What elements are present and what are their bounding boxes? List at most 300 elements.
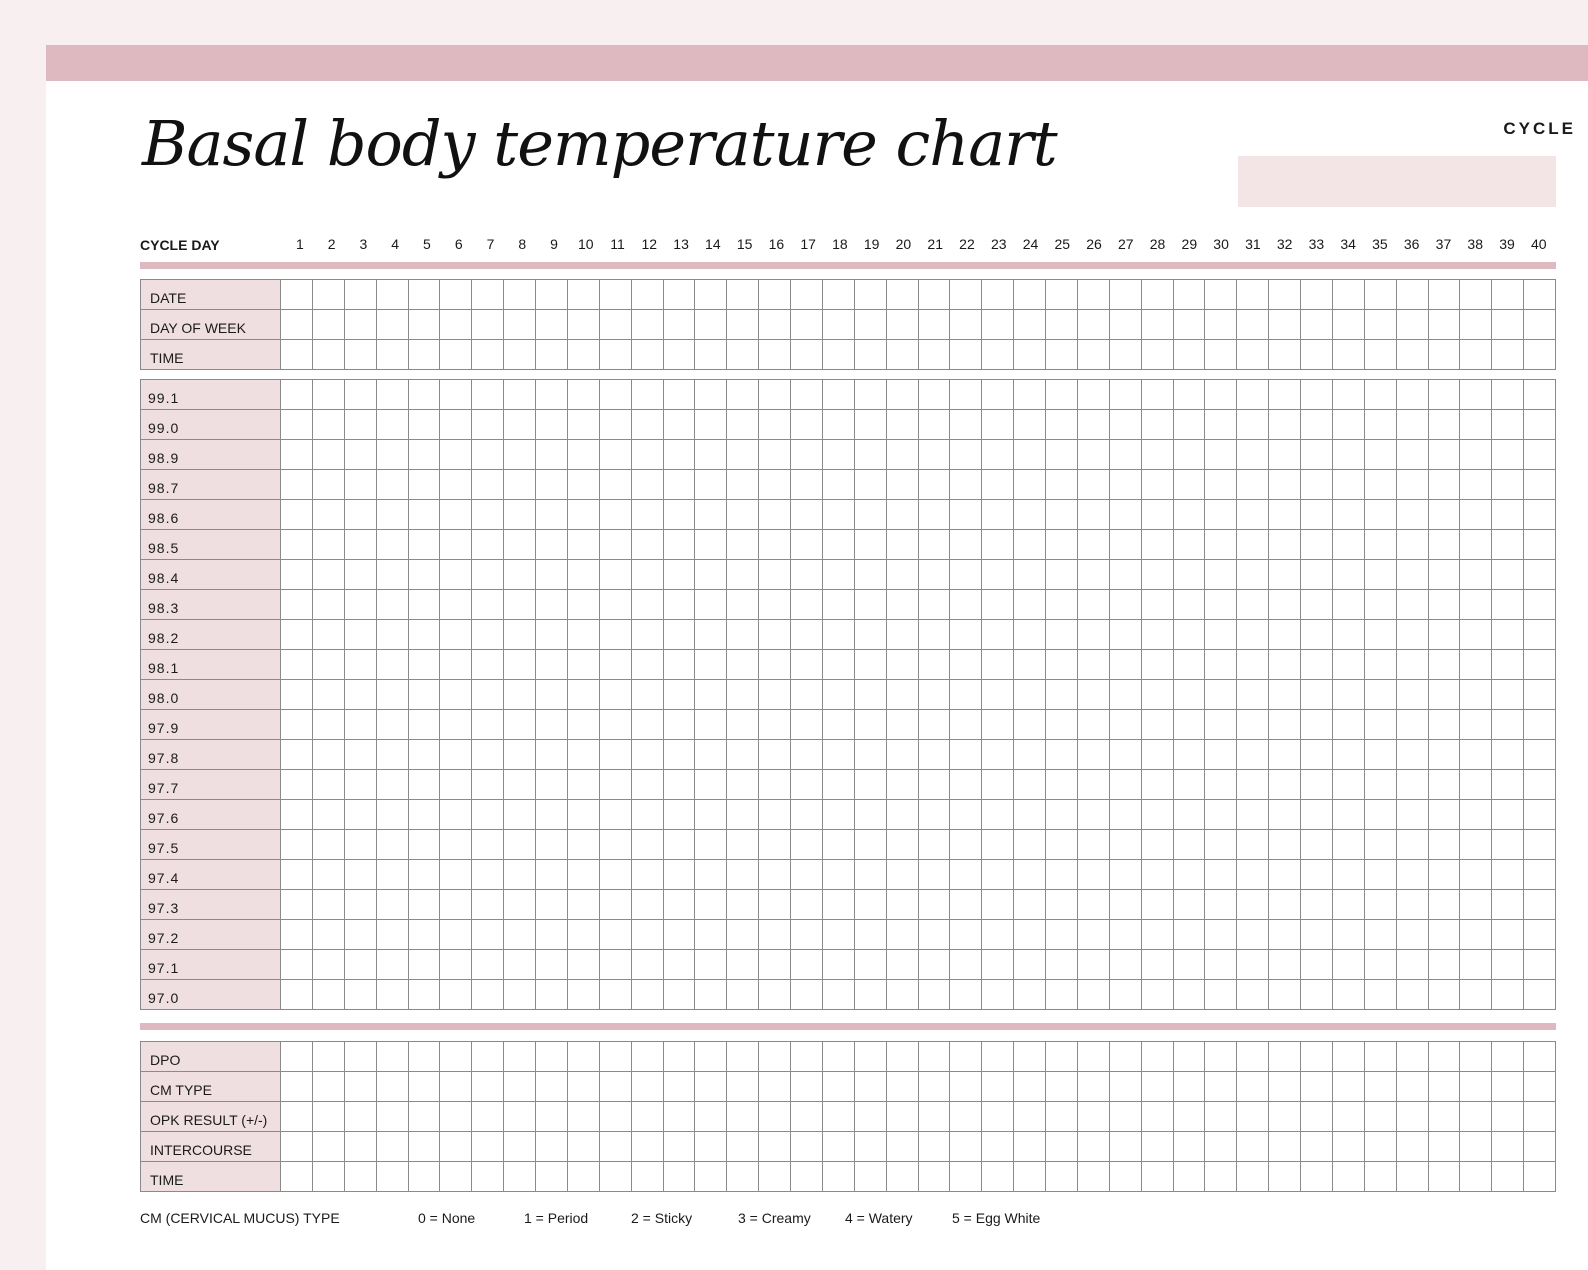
- grid-cell[interactable]: [1396, 440, 1428, 470]
- grid-cell[interactable]: [727, 1072, 759, 1102]
- grid-cell[interactable]: [1396, 1072, 1428, 1102]
- grid-cell[interactable]: [1046, 920, 1078, 950]
- grid-cell[interactable]: [822, 1132, 854, 1162]
- grid-cell[interactable]: [791, 470, 823, 500]
- grid-cell[interactable]: [918, 530, 950, 560]
- grid-cell[interactable]: [1269, 860, 1301, 890]
- grid-cell[interactable]: [759, 590, 791, 620]
- grid-cell[interactable]: [281, 1132, 313, 1162]
- grid-cell[interactable]: [1109, 680, 1141, 710]
- grid-cell[interactable]: [1492, 710, 1524, 740]
- grid-cell[interactable]: [1077, 920, 1109, 950]
- grid-cell[interactable]: [886, 440, 918, 470]
- grid-cell[interactable]: [472, 620, 504, 650]
- grid-cell[interactable]: [567, 980, 599, 1010]
- grid-cell[interactable]: [663, 950, 695, 980]
- grid-cell[interactable]: [504, 1132, 536, 1162]
- grid-cell[interactable]: [950, 710, 982, 740]
- grid-cell[interactable]: [695, 1042, 727, 1072]
- grid-cell[interactable]: [1492, 890, 1524, 920]
- grid-cell[interactable]: [695, 1162, 727, 1192]
- grid-cell[interactable]: [1364, 500, 1396, 530]
- grid-cell[interactable]: [727, 340, 759, 370]
- grid-cell[interactable]: [1014, 530, 1046, 560]
- grid-cell[interactable]: [854, 440, 886, 470]
- grid-cell[interactable]: [886, 470, 918, 500]
- grid-cell[interactable]: [1396, 1162, 1428, 1192]
- grid-cell[interactable]: [1173, 800, 1205, 830]
- grid-cell[interactable]: [472, 770, 504, 800]
- grid-cell[interactable]: [1460, 590, 1492, 620]
- grid-cell[interactable]: [376, 440, 408, 470]
- grid-cell[interactable]: [982, 310, 1014, 340]
- grid-cell[interactable]: [982, 530, 1014, 560]
- grid-cell[interactable]: [982, 1072, 1014, 1102]
- grid-cell[interactable]: [1364, 710, 1396, 740]
- grid-cell[interactable]: [822, 830, 854, 860]
- grid-cell[interactable]: [950, 740, 982, 770]
- grid-cell[interactable]: [1492, 440, 1524, 470]
- grid-cell[interactable]: [854, 740, 886, 770]
- grid-cell[interactable]: [1428, 1042, 1460, 1072]
- grid-cell[interactable]: [312, 340, 344, 370]
- grid-cell[interactable]: [504, 740, 536, 770]
- grid-cell[interactable]: [1396, 680, 1428, 710]
- grid-cell[interactable]: [1332, 1102, 1364, 1132]
- grid-cell[interactable]: [440, 830, 472, 860]
- grid-cell[interactable]: [1014, 650, 1046, 680]
- grid-cell[interactable]: [982, 1042, 1014, 1072]
- grid-cell[interactable]: [918, 920, 950, 950]
- grid-cell[interactable]: [1364, 1132, 1396, 1162]
- grid-cell[interactable]: [1077, 890, 1109, 920]
- grid-cell[interactable]: [599, 470, 631, 500]
- grid-cell[interactable]: [759, 440, 791, 470]
- grid-cell[interactable]: [854, 920, 886, 950]
- grid-cell[interactable]: [344, 740, 376, 770]
- grid-cell[interactable]: [504, 680, 536, 710]
- grid-cell[interactable]: [376, 470, 408, 500]
- grid-cell[interactable]: [1077, 770, 1109, 800]
- grid-cell[interactable]: [1109, 620, 1141, 650]
- grid-cell[interactable]: [1524, 280, 1556, 310]
- grid-cell[interactable]: [1269, 560, 1301, 590]
- grid-cell[interactable]: [567, 500, 599, 530]
- grid-cell[interactable]: [1205, 710, 1237, 740]
- grid-cell[interactable]: [695, 800, 727, 830]
- grid-cell[interactable]: [1524, 980, 1556, 1010]
- grid-cell[interactable]: [727, 500, 759, 530]
- grid-cell[interactable]: [886, 1162, 918, 1192]
- grid-cell[interactable]: [1428, 1162, 1460, 1192]
- grid-cell[interactable]: [1301, 1072, 1333, 1102]
- grid-cell[interactable]: [1109, 710, 1141, 740]
- grid-cell[interactable]: [440, 740, 472, 770]
- grid-cell[interactable]: [1301, 920, 1333, 950]
- grid-cell[interactable]: [1428, 920, 1460, 950]
- grid-cell[interactable]: [344, 710, 376, 740]
- grid-cell[interactable]: [344, 280, 376, 310]
- grid-cell[interactable]: [822, 560, 854, 590]
- grid-cell[interactable]: [1014, 500, 1046, 530]
- grid-cell[interactable]: [727, 890, 759, 920]
- grid-cell[interactable]: [1492, 1042, 1524, 1072]
- grid-cell[interactable]: [1077, 380, 1109, 410]
- grid-cell[interactable]: [1460, 1072, 1492, 1102]
- grid-cell[interactable]: [376, 410, 408, 440]
- grid-cell[interactable]: [1492, 590, 1524, 620]
- grid-cell[interactable]: [663, 650, 695, 680]
- grid-cell[interactable]: [1460, 440, 1492, 470]
- grid-cell[interactable]: [663, 590, 695, 620]
- grid-cell[interactable]: [1014, 310, 1046, 340]
- grid-cell[interactable]: [376, 680, 408, 710]
- grid-cell[interactable]: [440, 410, 472, 440]
- grid-cell[interactable]: [1046, 740, 1078, 770]
- grid-cell[interactable]: [1364, 560, 1396, 590]
- grid-cell[interactable]: [440, 1162, 472, 1192]
- grid-cell[interactable]: [1524, 770, 1556, 800]
- grid-cell[interactable]: [1077, 950, 1109, 980]
- grid-cell[interactable]: [663, 1162, 695, 1192]
- grid-cell[interactable]: [1173, 710, 1205, 740]
- grid-cell[interactable]: [631, 310, 663, 340]
- grid-cell[interactable]: [1301, 280, 1333, 310]
- grid-cell[interactable]: [408, 1132, 440, 1162]
- grid-cell[interactable]: [344, 680, 376, 710]
- grid-cell[interactable]: [1109, 280, 1141, 310]
- grid-cell[interactable]: [1046, 410, 1078, 440]
- grid-cell[interactable]: [504, 1072, 536, 1102]
- grid-cell[interactable]: [1141, 650, 1173, 680]
- grid-cell[interactable]: [1046, 530, 1078, 560]
- grid-cell[interactable]: [1109, 830, 1141, 860]
- grid-cell[interactable]: [1396, 340, 1428, 370]
- grid-cell[interactable]: [1205, 620, 1237, 650]
- grid-cell[interactable]: [1332, 1042, 1364, 1072]
- grid-cell[interactable]: [1332, 340, 1364, 370]
- grid-cell[interactable]: [1109, 1162, 1141, 1192]
- grid-cell[interactable]: [1492, 1132, 1524, 1162]
- grid-cell[interactable]: [312, 500, 344, 530]
- grid-cell[interactable]: [727, 1162, 759, 1192]
- grid-cell[interactable]: [1364, 530, 1396, 560]
- grid-cell[interactable]: [567, 650, 599, 680]
- grid-cell[interactable]: [567, 680, 599, 710]
- grid-cell[interactable]: [1141, 740, 1173, 770]
- grid-cell[interactable]: [536, 500, 568, 530]
- grid-cell[interactable]: [1141, 530, 1173, 560]
- grid-cell[interactable]: [982, 560, 1014, 590]
- grid-cell[interactable]: [822, 410, 854, 440]
- grid-cell[interactable]: [1396, 380, 1428, 410]
- grid-cell[interactable]: [1014, 560, 1046, 590]
- grid-cell[interactable]: [1428, 980, 1460, 1010]
- grid-cell[interactable]: [854, 410, 886, 440]
- grid-cell[interactable]: [1460, 410, 1492, 440]
- grid-cell[interactable]: [727, 560, 759, 590]
- grid-cell[interactable]: [918, 890, 950, 920]
- grid-cell[interactable]: [440, 860, 472, 890]
- grid-cell[interactable]: [663, 440, 695, 470]
- grid-cell[interactable]: [1301, 440, 1333, 470]
- grid-cell[interactable]: [536, 740, 568, 770]
- grid-cell[interactable]: [1046, 1162, 1078, 1192]
- grid-cell[interactable]: [854, 860, 886, 890]
- grid-cell[interactable]: [791, 920, 823, 950]
- grid-cell[interactable]: [1014, 410, 1046, 440]
- grid-cell[interactable]: [1524, 830, 1556, 860]
- grid-cell[interactable]: [695, 680, 727, 710]
- grid-cell[interactable]: [1332, 860, 1364, 890]
- grid-cell[interactable]: [822, 310, 854, 340]
- grid-cell[interactable]: [918, 950, 950, 980]
- grid-cell[interactable]: [982, 710, 1014, 740]
- grid-cell[interactable]: [663, 920, 695, 950]
- grid-cell[interactable]: [1237, 800, 1269, 830]
- grid-cell[interactable]: [1428, 530, 1460, 560]
- grid-cell[interactable]: [1014, 920, 1046, 950]
- grid-cell[interactable]: [950, 980, 982, 1010]
- grid-cell[interactable]: [1460, 1132, 1492, 1162]
- grid-cell[interactable]: [567, 860, 599, 890]
- grid-cell[interactable]: [281, 830, 313, 860]
- grid-cell[interactable]: [1332, 920, 1364, 950]
- grid-cell[interactable]: [1205, 950, 1237, 980]
- grid-cell[interactable]: [950, 680, 982, 710]
- grid-cell[interactable]: [886, 710, 918, 740]
- grid-cell[interactable]: [886, 380, 918, 410]
- grid-cell[interactable]: [1269, 620, 1301, 650]
- grid-cell[interactable]: [1460, 770, 1492, 800]
- grid-cell[interactable]: [536, 680, 568, 710]
- grid-cell[interactable]: [1492, 800, 1524, 830]
- grid-cell[interactable]: [504, 340, 536, 370]
- grid-cell[interactable]: [312, 440, 344, 470]
- grid-cell[interactable]: [1109, 470, 1141, 500]
- grid-cell[interactable]: [663, 500, 695, 530]
- grid-cell[interactable]: [1492, 310, 1524, 340]
- grid-cell[interactable]: [1205, 1102, 1237, 1132]
- grid-cell[interactable]: [1046, 770, 1078, 800]
- grid-cell[interactable]: [982, 410, 1014, 440]
- grid-cell[interactable]: [759, 1132, 791, 1162]
- grid-cell[interactable]: [1460, 380, 1492, 410]
- grid-cell[interactable]: [376, 1162, 408, 1192]
- grid-cell[interactable]: [312, 1132, 344, 1162]
- grid-cell[interactable]: [982, 920, 1014, 950]
- grid-cell[interactable]: [1205, 890, 1237, 920]
- grid-cell[interactable]: [344, 340, 376, 370]
- grid-cell[interactable]: [599, 380, 631, 410]
- grid-cell[interactable]: [1046, 650, 1078, 680]
- grid-cell[interactable]: [1046, 380, 1078, 410]
- grid-cell[interactable]: [472, 920, 504, 950]
- grid-cell[interactable]: [1077, 830, 1109, 860]
- grid-cell[interactable]: [1269, 470, 1301, 500]
- grid-cell[interactable]: [1301, 590, 1333, 620]
- grid-cell[interactable]: [727, 770, 759, 800]
- grid-cell[interactable]: [281, 770, 313, 800]
- grid-cell[interactable]: [567, 620, 599, 650]
- grid-cell[interactable]: [1332, 740, 1364, 770]
- grid-cell[interactable]: [440, 280, 472, 310]
- grid-cell[interactable]: [1428, 340, 1460, 370]
- grid-cell[interactable]: [1077, 1102, 1109, 1132]
- grid-cell[interactable]: [1173, 380, 1205, 410]
- grid-cell[interactable]: [663, 620, 695, 650]
- grid-cell[interactable]: [1396, 860, 1428, 890]
- grid-cell[interactable]: [1141, 1132, 1173, 1162]
- grid-cell[interactable]: [281, 1102, 313, 1132]
- grid-cell[interactable]: [631, 980, 663, 1010]
- grid-cell[interactable]: [1428, 710, 1460, 740]
- grid-cell[interactable]: [631, 800, 663, 830]
- grid-cell[interactable]: [472, 560, 504, 590]
- grid-cell[interactable]: [1524, 920, 1556, 950]
- grid-cell[interactable]: [1141, 340, 1173, 370]
- grid-cell[interactable]: [281, 340, 313, 370]
- grid-cell[interactable]: [1460, 830, 1492, 860]
- grid-cell[interactable]: [1046, 890, 1078, 920]
- grid-cell[interactable]: [1364, 470, 1396, 500]
- grid-cell[interactable]: [1524, 440, 1556, 470]
- grid-cell[interactable]: [663, 410, 695, 440]
- grid-cell[interactable]: [1364, 770, 1396, 800]
- grid-cell[interactable]: [886, 1102, 918, 1132]
- grid-cell[interactable]: [344, 470, 376, 500]
- grid-cell[interactable]: [567, 470, 599, 500]
- grid-cell[interactable]: [567, 1042, 599, 1072]
- grid-cell[interactable]: [312, 590, 344, 620]
- grid-cell[interactable]: [695, 980, 727, 1010]
- grid-cell[interactable]: [1332, 470, 1364, 500]
- grid-cell[interactable]: [599, 410, 631, 440]
- grid-cell[interactable]: [1205, 740, 1237, 770]
- grid-cell[interactable]: [759, 710, 791, 740]
- grid-cell[interactable]: [1524, 1042, 1556, 1072]
- grid-cell[interactable]: [886, 1042, 918, 1072]
- grid-cell[interactable]: [1205, 680, 1237, 710]
- grid-cell[interactable]: [1524, 1132, 1556, 1162]
- grid-cell[interactable]: [727, 710, 759, 740]
- grid-cell[interactable]: [1269, 1102, 1301, 1132]
- grid-cell[interactable]: [504, 470, 536, 500]
- grid-cell[interactable]: [950, 1072, 982, 1102]
- grid-cell[interactable]: [1109, 1132, 1141, 1162]
- grid-cell[interactable]: [1460, 650, 1492, 680]
- grid-cell[interactable]: [376, 1102, 408, 1132]
- grid-cell[interactable]: [1205, 590, 1237, 620]
- grid-cell[interactable]: [536, 650, 568, 680]
- grid-cell[interactable]: [312, 1042, 344, 1072]
- grid-cell[interactable]: [472, 890, 504, 920]
- grid-cell[interactable]: [695, 310, 727, 340]
- grid-cell[interactable]: [759, 740, 791, 770]
- grid-cell[interactable]: [822, 860, 854, 890]
- grid-cell[interactable]: [918, 710, 950, 740]
- grid-cell[interactable]: [1364, 380, 1396, 410]
- grid-cell[interactable]: [1364, 800, 1396, 830]
- grid-cell[interactable]: [1173, 1132, 1205, 1162]
- grid-cell[interactable]: [344, 770, 376, 800]
- grid-cell[interactable]: [886, 620, 918, 650]
- grid-cell[interactable]: [695, 280, 727, 310]
- grid-cell[interactable]: [695, 620, 727, 650]
- grid-cell[interactable]: [791, 340, 823, 370]
- grid-cell[interactable]: [663, 890, 695, 920]
- grid-cell[interactable]: [1428, 740, 1460, 770]
- grid-cell[interactable]: [312, 380, 344, 410]
- grid-cell[interactable]: [472, 470, 504, 500]
- grid-cell[interactable]: [663, 280, 695, 310]
- grid-cell[interactable]: [822, 740, 854, 770]
- grid-cell[interactable]: [1046, 620, 1078, 650]
- grid-cell[interactable]: [599, 1162, 631, 1192]
- grid-cell[interactable]: [1077, 1132, 1109, 1162]
- grid-cell[interactable]: [1301, 890, 1333, 920]
- grid-cell[interactable]: [727, 440, 759, 470]
- grid-cell[interactable]: [886, 860, 918, 890]
- grid-cell[interactable]: [854, 950, 886, 980]
- grid-cell[interactable]: [1301, 950, 1333, 980]
- grid-cell[interactable]: [504, 800, 536, 830]
- grid-cell[interactable]: [376, 740, 408, 770]
- grid-cell[interactable]: [918, 1132, 950, 1162]
- grid-cell[interactable]: [281, 740, 313, 770]
- grid-cell[interactable]: [408, 860, 440, 890]
- grid-cell[interactable]: [1077, 1162, 1109, 1192]
- grid-cell[interactable]: [1364, 1102, 1396, 1132]
- grid-cell[interactable]: [1301, 680, 1333, 710]
- grid-cell[interactable]: [536, 1162, 568, 1192]
- grid-cell[interactable]: [440, 380, 472, 410]
- grid-cell[interactable]: [1269, 340, 1301, 370]
- grid-cell[interactable]: [727, 1102, 759, 1132]
- grid-cell[interactable]: [1332, 770, 1364, 800]
- grid-cell[interactable]: [759, 1162, 791, 1192]
- grid-cell[interactable]: [663, 800, 695, 830]
- grid-cell[interactable]: [1077, 500, 1109, 530]
- grid-cell[interactable]: [1077, 800, 1109, 830]
- grid-cell[interactable]: [854, 590, 886, 620]
- grid-cell[interactable]: [472, 530, 504, 560]
- grid-cell[interactable]: [1173, 1162, 1205, 1192]
- grid-cell[interactable]: [1077, 1042, 1109, 1072]
- grid-cell[interactable]: [1046, 500, 1078, 530]
- grid-cell[interactable]: [791, 590, 823, 620]
- grid-cell[interactable]: [536, 890, 568, 920]
- grid-cell[interactable]: [663, 710, 695, 740]
- grid-cell[interactable]: [886, 980, 918, 1010]
- grid-cell[interactable]: [536, 560, 568, 590]
- grid-cell[interactable]: [886, 340, 918, 370]
- grid-cell[interactable]: [504, 1162, 536, 1192]
- grid-cell[interactable]: [1014, 380, 1046, 410]
- grid-cell[interactable]: [1428, 650, 1460, 680]
- grid-cell[interactable]: [344, 560, 376, 590]
- grid-cell[interactable]: [408, 1162, 440, 1192]
- grid-cell[interactable]: [918, 500, 950, 530]
- grid-cell[interactable]: [408, 560, 440, 590]
- grid-cell[interactable]: [727, 380, 759, 410]
- grid-cell[interactable]: [822, 500, 854, 530]
- grid-cell[interactable]: [791, 860, 823, 890]
- grid-cell[interactable]: [1428, 1132, 1460, 1162]
- grid-cell[interactable]: [1046, 950, 1078, 980]
- grid-cell[interactable]: [631, 920, 663, 950]
- grid-cell[interactable]: [408, 890, 440, 920]
